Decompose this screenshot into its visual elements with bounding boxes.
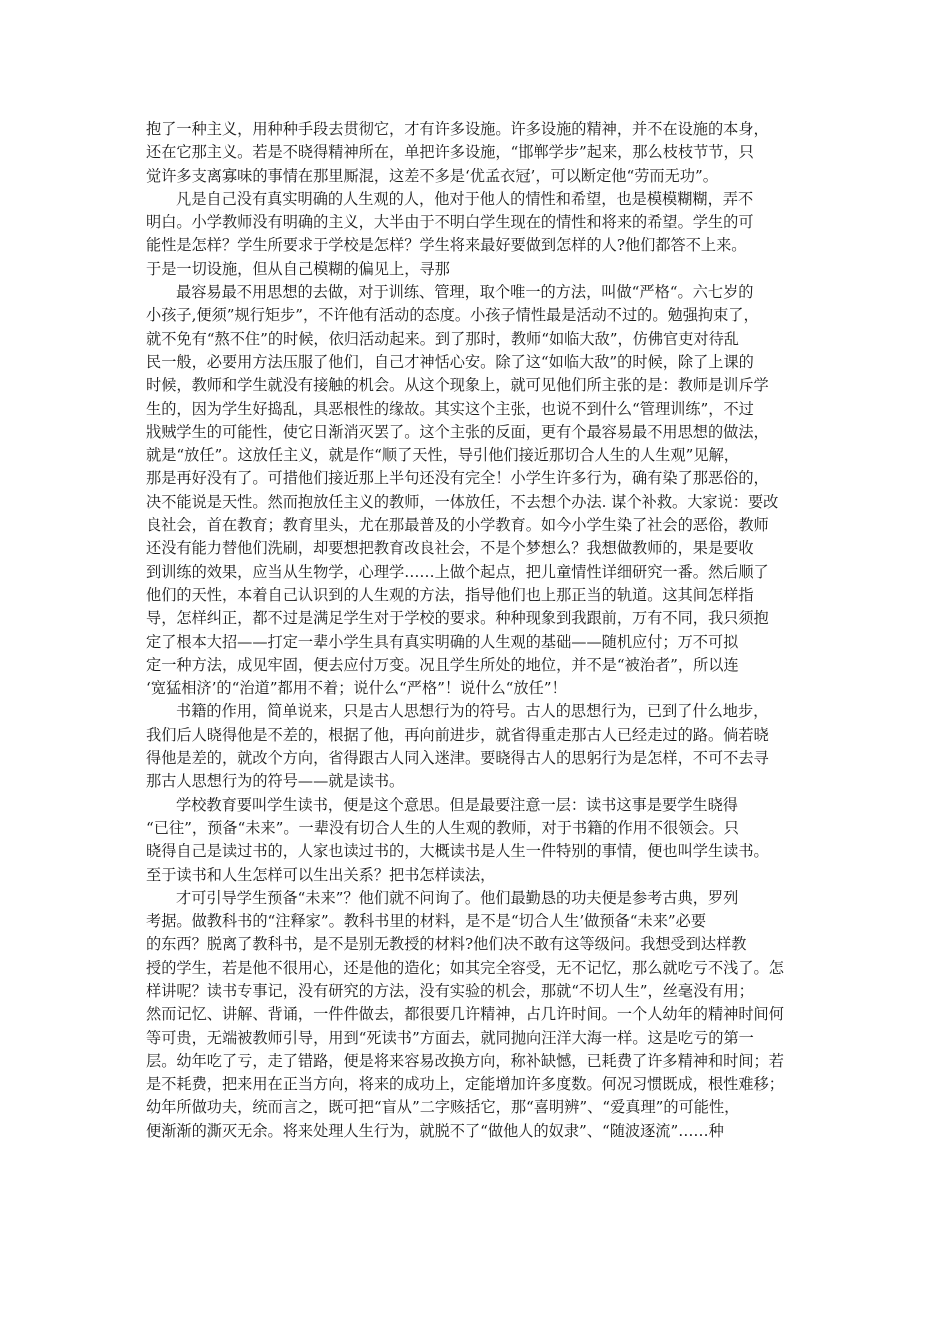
text-line: 凡是自己没有真实明确的人生观的人，他对于他人的情性和希望，也是模模糊糊，弄不 xyxy=(176,189,754,208)
text-line: 得他是差的，就改个方向，省得跟古人同入迷津。要晓得古人的思躬行为是怎样，不可不去寻 xyxy=(146,749,769,768)
text-line: 样讲呢？读书专事记，没有研究的方法，没有实验的机会，那就“不切人生”，丝毫没有用； xyxy=(146,981,754,1000)
text-line: 导，怎样纠正，都不过是满足学生对于学校的要求。种种现象到我跟前，万有不同，我只须抱 xyxy=(146,609,769,628)
text-line: 明白。小学教师没有明确的主义，大半由于不明白学生现在的情性和将来的希望。学生的可 xyxy=(146,213,754,232)
text-line: 的东西？脱离了教科书，是不是别无教授的材料?他们决不敢有这等级问。我想受到达样教 xyxy=(146,935,747,954)
text-line: 觉许多支离寡味的事情在那里厮混，这差不多是‘优孟衣冠’，可以断定他“劳而无功”。 xyxy=(146,166,718,185)
text-line: 至于读书和人生怎样可以生出关系？把书怎样读法， xyxy=(146,865,496,884)
text-line: 他们的天性，本着自己认识到的人生观的方法，指导他们也上那正当的轨道。这其间怎样指 xyxy=(146,585,754,604)
text-line: 定了根本大招——打定一辈小学生具有真实明确的人生观的基础——随机应付；万不可拟 xyxy=(146,632,739,651)
text-line: 能性是怎样？学生所要求于学校是怎样？学生将来最好要做到怎样的人?他们都答不上来。 xyxy=(146,236,747,255)
text-line: 定一种方法，成见牢固，便去应付万变。况且学生所处的地位，并不是“被治者”，所以连 xyxy=(146,655,739,674)
text-line: 学校教育要叫学生读书，便是这个意思。但是最要注意一层：读书这事是要学生晓得 xyxy=(176,795,738,814)
text-line: 生的，因为学生好捣乱，具恶根性的缘故。其实这个主张，也说不到什么“管理训练”，不过 xyxy=(146,399,754,418)
text-line: 幼年所做功夫，统而言之，既可把“盲从”二字赅括它，那“喜明辨”、“爱真理”的可能性， xyxy=(146,1098,740,1117)
text-line: 我们后人晓得他是不差的，根据了他，再向前进步，就省得重走那古人已经走过的路。倘若晓 xyxy=(146,725,769,744)
text-line: 晓得自己是读过书的，人家也读过书的，大概读书是人生一件特别的事情，便也叫学生读书。 xyxy=(146,842,769,861)
text-line: 最容易最不用思想的去做，对于训练、管理，取个唯一的方法，叫做“严格“。六七岁的 xyxy=(176,283,754,302)
text-line: 决不能说是天性。然而抱放任主义的教师，一体放任，不去想个办法. 谋个补救。大家说：要改 xyxy=(146,492,779,511)
text-line: 层。幼年吃了亏，走了错路，便是将来容易改换方向，称补缺憾，已耗费了许多精神和时间；若 xyxy=(146,1051,784,1070)
text-line: 戕贼学生的可能性，使它日渐消灭罢了。这个主张的反面，更有个最容易最不用思想的做法， xyxy=(146,422,769,441)
text-line: 那是再好没有了。可措他们接近那上半句还没有完全！小学生许多行为，确有染了那恶俗的， xyxy=(146,469,769,488)
text-line: 到训练的效果，应当从生物学，心理学……上做个起点，把儿童情性详细研究一番。然后顺了 xyxy=(146,562,769,581)
document-body xyxy=(146,118,816,1143)
text-line: 时候，教师和学生就没有接触的机会。从这个现象上，就可见他们所主张的是：教师是训斥学 xyxy=(146,376,769,395)
text-line: 于是一切设施，但从自己模糊的偏见上，寻那 xyxy=(146,259,450,278)
text-line: 等可贵，无端被教师引导，用到“死读书”方面去，就同抛向汪洋大海一样。这是吃亏的第一 xyxy=(146,1028,754,1047)
text-line: 就不免有“熬不住”的时候，依归活动起来。到了那时，教师“如临大敌”，仿佛官吏对待乱 xyxy=(146,329,739,348)
text-line: 抱了一种主义，用种种手段去贯彻它，才有许多设施。许多设施的精神，并不在设施的本身， xyxy=(146,120,769,138)
text-line: 还没有能力替他们洗刷，却要想把教育改良社会，不是个梦想么？我想做教师的，果是要收 xyxy=(146,539,754,558)
text-line: 便渐渐的澌灭无余。将来处理人生行为，就脱不了“做他人的奴隶”、“随波逐流”……种 xyxy=(146,1121,724,1140)
text-line: 才可引导学生预备“未来”？他们就不问询了。他们最勤恳的功夫便是参考古典，罗列 xyxy=(176,888,739,907)
text-line: 然而记忆、讲解、背诵，一件件做去，都很要几许精神，占几许时间。一个人幼年的精神时间何 xyxy=(146,1005,784,1024)
text-line: 是不耗费，把来用在正当方向，将来的成功上，定能增加许多度数。何况习惯既成，根性难移； xyxy=(146,1075,784,1094)
text-line: “已往”，预备“未来”。一辈没有切合人生的人生观的教师，对于书籍的作用不很领会。只 xyxy=(146,818,739,837)
text-line: 小孩子,便须”规行矩步”，不许他有活动的态度。小孩子情性最是活动不过的。勉强拘束了， xyxy=(146,306,759,325)
text-line: 考据。做教科书的“注释家”。教科书里的材料，是不是“切合人生’做预备“未来”必要 xyxy=(146,912,707,931)
text-line: 授的学生，若是他不很用心，还是他的造化；如其完全容受，无不记忆，那么就吃亏不浅了。怎 xyxy=(146,958,784,977)
text-line: ‘宽猛相济’的“治道”都用不着；说什么“严格”！说什么“放任”！ xyxy=(146,679,567,698)
text-line: 还在它那主义。若是不晓得精神所在，单把许多设施，“邯郸学步”起来，那么枝枝节节，只 xyxy=(146,143,754,162)
text-line: 民一般，必要用方法压服了他们，自己才神恬心安。除了这“如临大敌”的时候，除了上课的 xyxy=(146,352,754,371)
text-line: 就是“放任”。这放任主义，就是作“顺了天性，导引他们接近那切合人生的人生观”见解， xyxy=(146,446,739,465)
text-line: 良社会，首在教育；教育里头，尤在那最普及的小学教育。如今小学生染了社会的恶俗，教师 xyxy=(146,516,769,535)
text-line: 书籍的作用，简单说来，只是古人思想行为的符号。古人的思想行为，已到了什么地步， xyxy=(176,702,769,721)
text-line: 那古人思想行为的符号——就是读书。 xyxy=(146,772,405,791)
